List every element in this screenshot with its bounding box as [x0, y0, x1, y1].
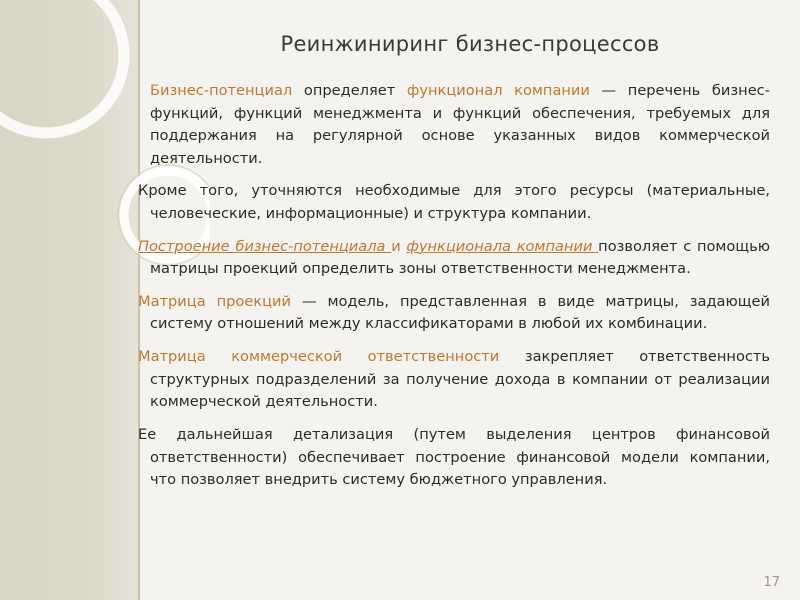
highlighted-term: и [391, 237, 407, 255]
paragraph-text: — модель, представленная в виде матрицы, задающей систему отношений между классификаторами в любой их комбинации. [150, 292, 770, 333]
highlighted-term: Матрица проекций [138, 292, 292, 310]
slide-title: Реинжиниринг бизнес-процессов [280, 32, 660, 56]
highlighted-term: Матрица коммерческой ответственности [138, 348, 500, 366]
highlighted-term: функционал компании [406, 82, 590, 99]
highlighted-term: Бизнес-потенциал [150, 82, 293, 99]
term-link: функционала компании [406, 237, 599, 255]
paragraph [138, 180, 770, 225]
paragraph-text: закрепляет ответственность структурных подразделений за получение дохода в компании от реализации коммерческой деятельности. [150, 348, 771, 411]
paragraph [138, 80, 770, 170]
decorative-ring-large [0, 0, 124, 133]
term-link: Построение бизнес-потенциала [138, 237, 392, 255]
paragraph-text: позволяет с помощью матрицы проекций определить зоны ответственности менеджмента. [150, 237, 770, 278]
paragraph [138, 236, 770, 281]
page-number: 17 [763, 575, 780, 590]
paragraph-text: Кроме того, уточняются необходимые для этого ресурсы (материальные, человеческие, информационные) и структура компании. [138, 182, 770, 223]
paragraph-text: — перечень бизнес-функций, функций менеджмента и функций обеспечения, требуемых для поддержания на регулярной основе указанных видов коммерческой деятельности. [150, 82, 770, 167]
slide-body [138, 80, 770, 502]
paragraph-text: определяет [292, 82, 407, 99]
paragraph [138, 291, 770, 336]
paragraph-text: Ее дальнейшая детализация (путем выделения центров финансовой ответственности) обеспечивает построение финансовой модели компании, что позволяет внедрить систему бюджетного управления. [138, 425, 770, 489]
paragraph [138, 424, 770, 492]
paragraph [138, 346, 770, 414]
